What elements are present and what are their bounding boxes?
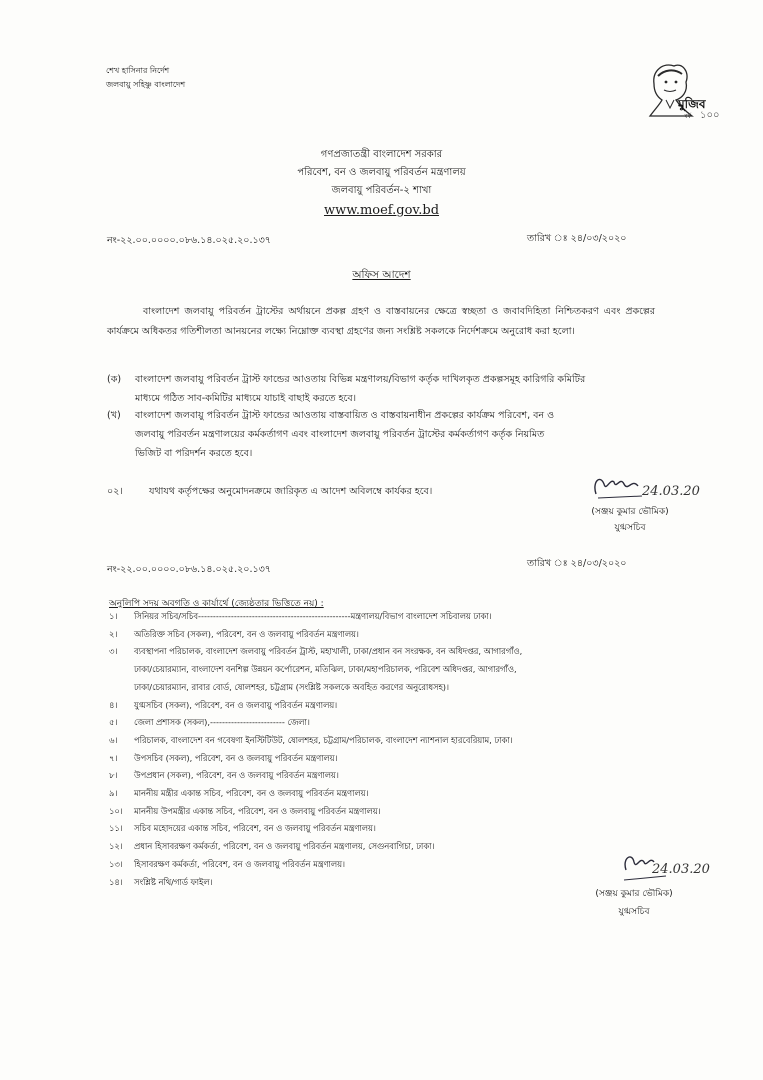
memo-reference-number: নং-২২.০০.০০০০.০৮৬.১৪.০২৫.২০.১৩৭	[107, 235, 271, 246]
list-item: ৩। ব্যবস্থাপনা পরিচালক, বাংলাদেশ জলবায়ু পরিবর্তন ট্রাস্ট, মহাখালী, ঢাকা/প্রধান বন সংরক্ষক, বন অধিদপ্তর, আগারগাঁও,	[109, 646, 523, 657]
header-line-1: গণপ্রজাতন্ত্রী বাংলাদেশ সরকার	[320, 149, 443, 160]
list-item: ঢাকা/চেয়ারম্যান, রাবার বোর্ড, ষোলশহর, চট্টগ্রাম (সংশ্লিষ্ট সকলকে অবহিত করণের অনুরোধসহ)।	[134, 681, 450, 692]
item-text-line: জলবায়ু পরিবর্তন মন্ত্রণালয়ের কর্মকর্তাগণ এবং বাংলাদেশ জলবায়ু পরিবর্তন ট্রাস্টের কর্মকর্তাগণ কর্তৃক নিয়মিত	[135, 429, 545, 440]
list-item: ১৩। হিসাবরক্ষণ কর্মকর্তা, পরিবেশ, বন ও জলবায়ু পরিবর্তন মন্ত্রণালয়।	[109, 858, 345, 869]
slogan-line-2: জলবায়ু সহিষ্ণু বাংলাদেশ	[106, 80, 186, 89]
logo-number: ১০০	[700, 110, 720, 121]
list-item: ১৪। সংশ্লিষ্ট নথি/গার্ড ফাইল।	[109, 876, 213, 887]
list-item: ৫। জেলা প্রশাসক (সকল),------------------------- জেলা।	[109, 717, 310, 728]
list-item: ৪। যুগ্মসচিব (সকল), পরিবেশ, বন ও জলবায়ু পরিবর্তন মন্ত্রণালয়।	[109, 699, 338, 710]
government-header	[0, 146, 763, 220]
list-item: ১। সিনিয়র সচিব/সচিব---------------------------------------------------মন্ত্রণালয়/বিভাগ বাংলাদেশ সচিবালয় ঢাকা।	[109, 611, 492, 621]
list-item: ৭। উপসচিব (সকল), পরিবেশ, বন ও জলবায়ু পরিবর্তন মন্ত্রণালয়।	[109, 752, 338, 763]
header-line-3: জলবায়ু পরিবর্তন-২ শাখা	[331, 185, 432, 196]
header-line-2: পরিবেশ, বন ও জলবায়ু পরিবর্তন মন্ত্রণালয়	[297, 167, 466, 178]
item-text-line: মাধ্যমে গঠিত সাব-কমিটির মাধ্যমে যাচাই বাছাই করতে হবে।	[135, 393, 357, 404]
mujib-100-logo-icon	[640, 58, 720, 122]
logo-text: মুজিব	[678, 97, 706, 111]
cc-heading: অনুলিপি সদয় অবগতি ও কার্যার্থে (জ্যেষ্ঠতার ভিত্তিতে নয়) :	[109, 599, 324, 609]
slogan	[106, 64, 185, 92]
document-title: অফিস আদেশ	[352, 269, 411, 281]
signatory-name: (সঞ্জয় কুমার ভৌমিক)	[591, 507, 669, 517]
order-paragraph: বাংলাদেশ জলবায়ু পরিবর্তন ট্রাস্টের অর্থায়নে প্রকল্প গ্রহণ ও বাস্তবায়নের ক্ষেত্রে স্বচ্ছতা ও জবাবদিহিতা নিশ্চিতকরণ এবং প্রকল্পের কার্যক্রমে অধিকতর গতিশীলতা আনয়নের লক্ষ্যে নিম্নোক্ত ব্যবস্থা গ্রহণের জন্য সংশ্লিষ্ট সকলকে নির্দেশক্রমে অনুরোধ করা হলো।	[107, 306, 655, 337]
directive-item-ka	[107, 370, 667, 408]
item-text-line: ভিজিট বা পরিদর্শন করতে হবে।	[135, 448, 253, 459]
logo-sub: বর্ষ	[684, 113, 691, 120]
ministry-website-link[interactable]: www.moef.gov.bd	[323, 203, 440, 218]
item-text-line: বাংলাদেশ জলবায়ু পরিবর্তন ট্রাস্ট ফান্ডের আওতায় বিভিন্ন মন্ত্রণালয়/বিভাগ কর্তৃক দাখিলকৃত প্রকল্পসমূহ কারিগরি কমিটির	[135, 374, 586, 385]
signatory-designation: যুগ্মসচিব	[614, 523, 646, 533]
memo-date: তারিখ ঃ ২৪/০৩/২০২০	[527, 233, 627, 244]
list-item: ঢাকা/চেয়ারম্যান, বাংলাদেশ বনশিল্প উন্নয়ন কর্পোরেশন, মতিঝিল, ঢাকা/মহাপরিচালক, পরিবেশ অধিদপ্তর, আগারগাঁও,	[134, 664, 517, 675]
signatory-name: (সঞ্জয় কুমার ভৌমিক)	[595, 889, 673, 899]
list-item: ৬। পরিচালক, বাংলাদেশ বন গবেষণা ইনস্টিটিউট, ষোলশহর, চট্টগ্রাম/পরিচালক, বাংলাদেশ ন্যাশনাল হারবেরিয়াম, ঢাকা।	[109, 734, 513, 745]
slogan-line-1: শেখ হাসিনার নির্দেশ	[106, 66, 170, 75]
directive-item-kha	[107, 406, 667, 463]
list-item: ১১। সচিব মহোদয়ের একান্ত সচিব, পরিবেশ, বন ও জলবায়ু পরিবর্তন মন্ত্রণালয়।	[109, 823, 376, 834]
signature-date: 24.03.20	[652, 862, 710, 877]
signatory-designation: যুগ্মসচিব	[618, 907, 650, 917]
signature-block-1	[560, 468, 720, 548]
list-item: ১২। প্রধান হিসাবরক্ষণ কর্মকর্তা, পরিবেশ, বন ও জলবায়ু পরিবর্তন মন্ত্রণালয়, সেগুনবাগিচা, ঢাকা।	[109, 841, 435, 852]
point-text: যথাযথ কর্তৃপক্ষের অনুমোদনক্রমে জারিকৃত এ আদেশ অবিলম্বে কার্যকর হবে।	[149, 486, 433, 497]
item-number: (ক)	[107, 374, 122, 385]
signature-date: 24.03.20	[642, 484, 700, 499]
list-item: ১০। মাননীয় উপমন্ত্রীর একান্ত সচিব, পরিবেশ, বন ও জলবায়ু পরিবর্তন মন্ত্রণালয়।	[109, 805, 381, 816]
item-text-line: বাংলাদেশ জলবায়ু পরিবর্তন ট্রাস্ট ফান্ডের আওতায় বাস্তবায়িত ও বাস্তবায়নাধীন প্রকল্পের কার্যক্রম পরিবেশ, বন ও	[135, 410, 555, 421]
memo-date-2: তারিখ ঃ ২৪/০৩/২০২০	[527, 558, 627, 569]
memo-reference-number-2: নং-২২.০০.০০০০.০৮৬.১৪.০২৫.২০.১৩৭	[107, 564, 271, 575]
list-item: ৯। মাননীয় মন্ত্রীর একান্ত সচিব, পরিবেশ, বন ও জলবায়ু পরিবর্তন মন্ত্রণালয়।	[109, 788, 369, 799]
list-item: ৮। উপপ্রধান (সকল), পরিবেশ, বন ও জলবায়ু পরিবর্তন মন্ত্রণালয়।	[109, 770, 339, 781]
point-number: ০২।	[107, 486, 123, 497]
item-number: (খ)	[107, 410, 121, 421]
signature-block-2	[560, 848, 720, 928]
list-item: ২। অতিরিক্ত সচিব (সকল), পরিবেশ, বন ও জলবায়ু পরিবর্তন মন্ত্রণালয়।	[109, 628, 359, 639]
